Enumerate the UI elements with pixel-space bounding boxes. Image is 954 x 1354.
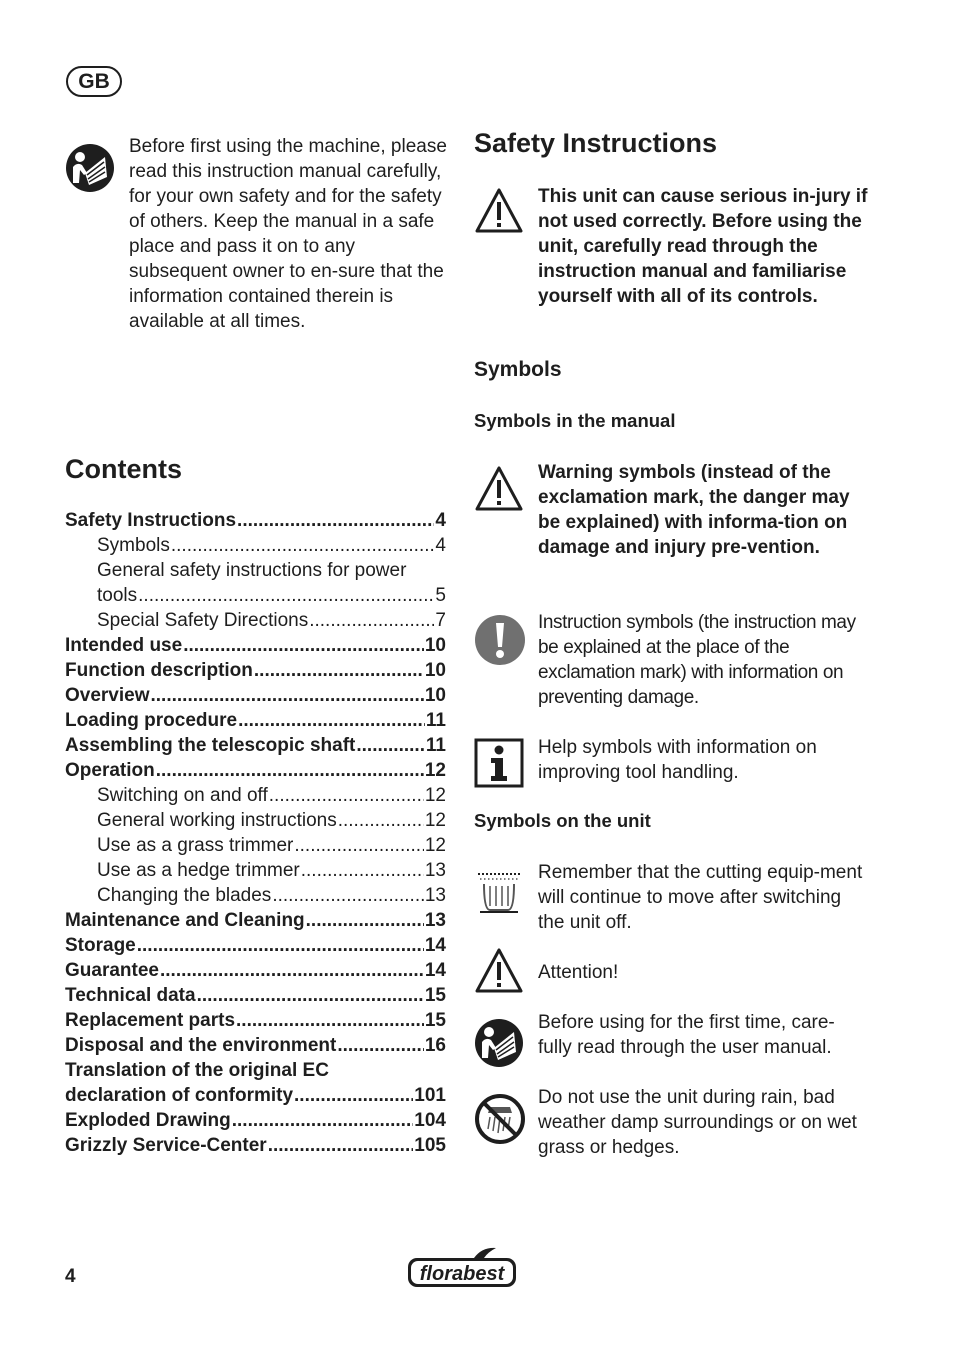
toc-entry (65, 685, 446, 710)
toc-entry-label: Switching on and off (97, 785, 268, 806)
table-of-contents (65, 510, 446, 1160)
toc-entry-label: Maintenance and Cleaning (65, 910, 305, 931)
symbols-manual-heading: Symbols in the manual (474, 410, 676, 431)
warning-symbols-text: Warning symbols (instead of the exclamation mark, the danger may be explained) with informa-tion on damage and injury pre-vention. (538, 462, 850, 558)
toc-entry (65, 960, 446, 985)
toc-leader-dots (197, 985, 424, 1007)
toc-entry-page: 4 (435, 510, 446, 531)
toc-entry-label: Grizzly Service-Center (65, 1135, 267, 1156)
toc-entry-page: 4 (435, 535, 446, 556)
toc-entry (65, 510, 446, 535)
toc-leader-dots (151, 685, 424, 707)
toc-entry-page: 13 (424, 860, 446, 881)
toc-leader-dots (254, 660, 424, 682)
toc-entry-label: Changing the blades (97, 885, 272, 906)
toc-entry-page: 10 (424, 685, 446, 706)
toc-entry-page: 7 (435, 610, 446, 631)
read-manual-icon (65, 143, 115, 193)
toc-leader-dots (137, 935, 424, 957)
toc-entry-page: 11 (425, 710, 446, 731)
warning-triangle-icon (474, 464, 524, 514)
toc-leader-dots (294, 1085, 413, 1107)
toc-entry (65, 1110, 446, 1135)
toc-entry-page: 14 (424, 960, 446, 981)
toc-entry-label: Special Safety Directions (97, 610, 309, 631)
toc-leader-dots (236, 1010, 424, 1032)
toc-entry (65, 935, 446, 960)
language-badge: GB (66, 66, 122, 97)
toc-entry-label: General working instructions (97, 810, 337, 831)
toc-entry-page: 16 (424, 1035, 446, 1056)
toc-leader-dots (138, 585, 434, 607)
safety-title: Safety Instructions (474, 128, 718, 158)
toc-leader-dots (238, 710, 425, 732)
read-manual-icon (474, 1018, 524, 1068)
toc-entry-page: 12 (424, 785, 446, 806)
no-rain-text: Do not use the unit during rain, bad weather damp surroundings or on wet grass or hedges. (538, 1087, 857, 1158)
toc-entry (65, 1010, 446, 1035)
toc-entry-label: Function description (65, 660, 253, 681)
toc-leader-dots (306, 910, 424, 932)
toc-entry-label: Replacement parts (65, 1010, 236, 1031)
cutting-blades-icon (474, 866, 524, 916)
toc-entry-label: Use as a hedge trimmer (97, 860, 300, 881)
toc-leader-dots (268, 1135, 414, 1157)
warning-triangle-icon (474, 186, 524, 236)
toc-entry (65, 585, 446, 610)
toc-entry-label: General safety instructions for power (97, 560, 407, 581)
toc-entry (65, 785, 446, 810)
toc-leader-dots (272, 885, 424, 907)
toc-entry-label: Overview (65, 685, 150, 706)
attention-text: Attention! (538, 962, 619, 983)
read-manual-text: Before using for the first time, care-fully read through the user manual. (538, 1012, 835, 1058)
toc-entry (65, 660, 446, 685)
help-symbols-text: Help symbols with information on improving tool handling. (538, 737, 817, 783)
toc-entry-page: 15 (424, 1010, 446, 1031)
attention-triangle-icon (474, 946, 524, 996)
toc-entry-label: Storage (65, 935, 136, 956)
florabest-logo (406, 1246, 518, 1290)
toc-entry-page: 101 (414, 1085, 446, 1106)
toc-leader-dots (160, 960, 424, 982)
cutting-equipment-text: Remember that the cutting equip-ment will continue to move after switching the unit off. (538, 862, 863, 933)
toc-leader-dots (237, 510, 434, 532)
toc-entry-label: Exploded Drawing (65, 1110, 231, 1131)
toc-entry (65, 860, 446, 885)
toc-entry (65, 560, 446, 585)
toc-leader-dots (301, 860, 424, 882)
toc-entry-label: Loading procedure (65, 710, 238, 731)
toc-entry-label: Intended use (65, 635, 183, 656)
toc-entry-label: Translation of the original EC (65, 1060, 329, 1081)
toc-entry-page: 105 (414, 1135, 446, 1156)
toc-leader-dots (183, 635, 424, 657)
toc-entry (65, 835, 446, 860)
toc-entry (65, 635, 446, 660)
toc-entry (65, 1035, 446, 1060)
toc-entry (65, 810, 446, 835)
toc-leader-dots (269, 785, 424, 807)
info-icon (474, 738, 524, 788)
safety-warning-text: This unit can cause serious in-jury if not used correctly. Before using the unit, carefully read through the instruction manual and familiarise yourself with all of its controls. (538, 186, 868, 307)
toc-leader-dots (309, 610, 434, 632)
toc-entry-label: Technical data (65, 985, 196, 1006)
toc-entry (65, 535, 446, 560)
instruction-symbols-text: Instruction symbols (the instruction may be explained at the place of the exclamation mark) with information on preventing damage. (538, 612, 856, 708)
logo-text: florabest (419, 1263, 505, 1285)
toc-entry-label: declaration of conformity (65, 1085, 294, 1106)
toc-entry-page: 13 (424, 910, 446, 931)
toc-entry-label: Operation (65, 760, 155, 781)
toc-entry-label: tools (97, 585, 138, 606)
toc-entry (65, 910, 446, 935)
toc-entry-page: 15 (424, 985, 446, 1006)
toc-entry-page: 12 (424, 810, 446, 831)
toc-entry-label: Use as a grass trimmer (97, 835, 294, 856)
toc-entry-page: 13 (424, 885, 446, 906)
toc-entry (65, 1060, 446, 1085)
toc-entry (65, 1085, 446, 1110)
toc-entry-label: Safety Instructions (65, 510, 237, 531)
symbols-heading: Symbols (474, 358, 562, 381)
toc-leader-dots (337, 1035, 424, 1057)
toc-entry-page: 104 (414, 1110, 446, 1131)
toc-leader-dots (338, 810, 424, 832)
toc-leader-dots (232, 1110, 414, 1132)
symbols-unit-heading: Symbols on the unit (474, 810, 651, 831)
toc-leader-dots (171, 535, 435, 557)
toc-entry-page: 12 (424, 835, 446, 856)
toc-entry-label: Disposal and the environment (65, 1035, 337, 1056)
toc-entry-label: Symbols (97, 535, 170, 556)
toc-leader-dots (294, 835, 423, 857)
toc-leader-dots (356, 735, 425, 757)
toc-entry (65, 985, 446, 1010)
toc-entry (65, 610, 446, 635)
toc-leader-dots (156, 760, 424, 782)
toc-entry (65, 885, 446, 910)
toc-entry (65, 760, 446, 785)
toc-entry-page: 10 (424, 660, 446, 681)
toc-entry (65, 710, 446, 735)
toc-entry-label: Guarantee (65, 960, 159, 981)
page-number: 4 (65, 1266, 76, 1287)
contents-title: Contents (65, 454, 182, 484)
toc-entry-page: 14 (424, 935, 446, 956)
toc-entry-page: 10 (424, 635, 446, 656)
toc-entry-page: 12 (424, 760, 446, 781)
toc-entry-label: Assembling the telescopic shaft (65, 735, 356, 756)
instruction-exclamation-icon (474, 614, 526, 666)
no-rain-icon (474, 1093, 526, 1145)
intro-text: Before first using the machine, please read this instruction manual carefully, for your own safety and for the safety of others. Keep the manual in a safe place and pass it on to any subsequent owner to en-sure that the information contained therein is available at all times. (129, 136, 447, 332)
toc-entry-page: 11 (425, 735, 446, 756)
toc-entry (65, 1135, 446, 1160)
toc-entry (65, 735, 446, 760)
toc-entry-page: 5 (435, 585, 446, 606)
